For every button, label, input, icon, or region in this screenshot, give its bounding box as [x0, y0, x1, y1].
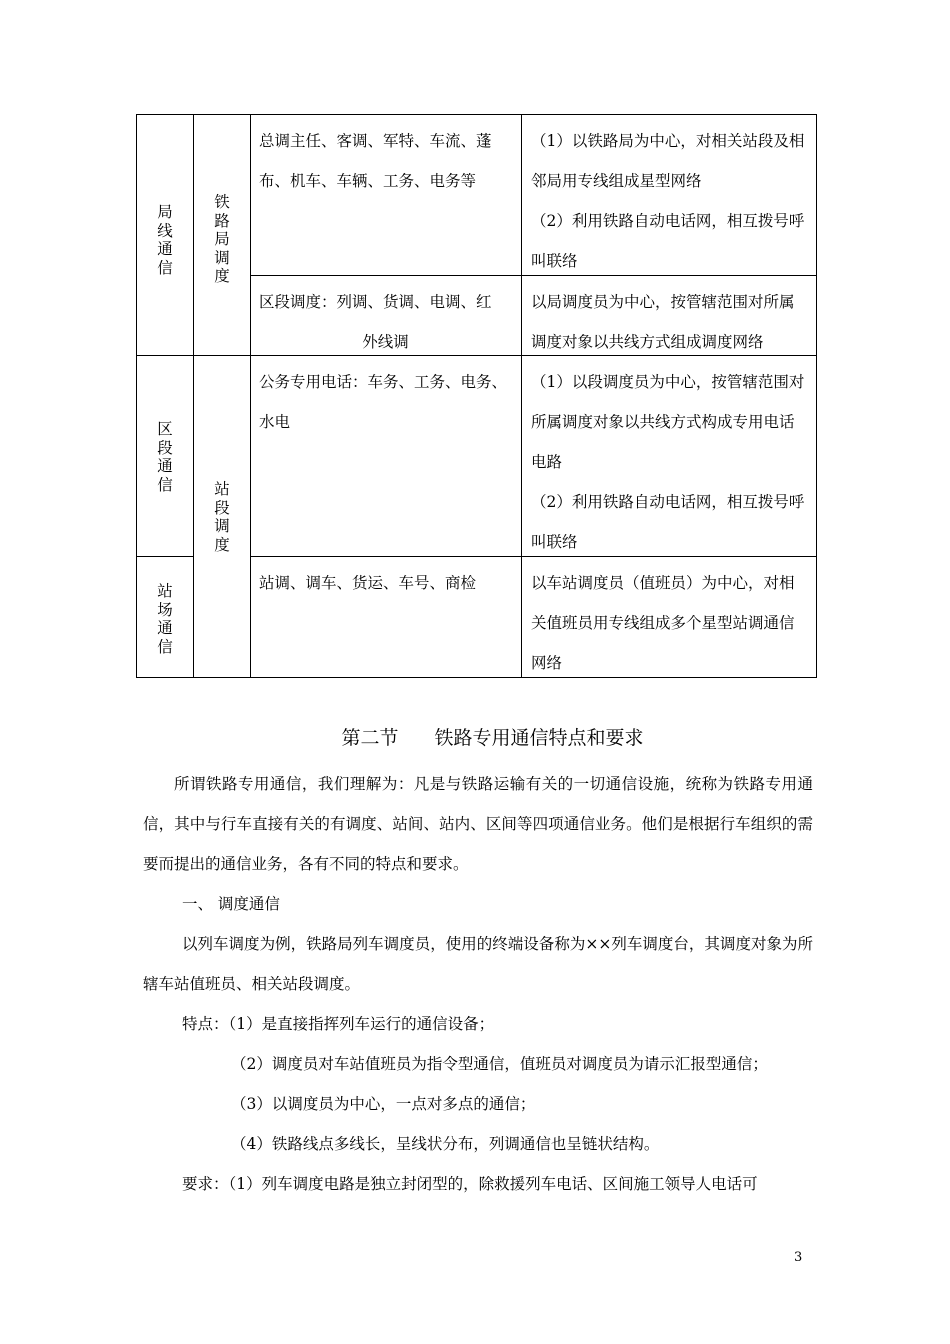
- feature-item: 特点：（1）是直接指挥列车运行的通信设备；: [182, 1015, 495, 1033]
- table-cell-method: （1）以铁路局为中心，对相关站段及相邻局用专线组成星型网络: [531, 132, 805, 190]
- table-cell-method: （2）利用铁路自动电话网，相互拨号呼叫联络: [531, 493, 805, 551]
- requirements-label: 要求：: [182, 1175, 229, 1193]
- table-rule: [250, 114, 251, 678]
- level1-label-bureau: 局线通信: [157, 203, 173, 277]
- example-paragraph: 以列车调度为例，铁路局列车调度员，使用的终端设备称为××列车调度台，其调度对象为所辖车站值班员、相关站段调度。: [143, 935, 813, 993]
- table-cell-method: （2）利用铁路自动电话网，相互拨号呼叫联络: [531, 212, 805, 270]
- level2-label-station-dispatch: 站段调度: [214, 480, 230, 554]
- intro-paragraph: 所谓铁路专用通信，我们理解为：凡是与铁路运输有关的一切通信设施，统称为铁路专用通信，其中与行车直接有关的有调度、站间、站内、区间等四项通信业务。他们是根据行车组织的需要而提出的通信业务，各有不同的特点和要求。: [143, 775, 813, 873]
- section-heading: [0, 718, 950, 758]
- subsection-heading: 一、 调度通信: [182, 895, 280, 913]
- table-cell-objects: 外线调: [362, 333, 409, 351]
- level1-label-station: 站场通信: [157, 582, 173, 656]
- table-cell-objects: 总调主任、客调、军特、车流、蓬布、机车、车辆、工务、电务等: [259, 132, 492, 190]
- section-number: 第二节: [341, 727, 399, 749]
- level1-label-section: 区段通信: [157, 420, 173, 494]
- table-cell-method: （1）以段调度员为中心，按管辖范围对所属调度对象以共线方式构成专用电话电路: [531, 373, 805, 471]
- features-label: 特点：: [182, 1015, 229, 1033]
- table-cell-objects: 区段调度：列调、货调、电调、红: [259, 293, 492, 311]
- feature-item: （4）铁路线点多线长，呈线状分布，列调通信也呈链状结构。: [231, 1135, 660, 1153]
- feature-item: （2）调度员对车站值班员为指令型通信，值班员对调度员为请示汇报型通信；: [231, 1055, 768, 1073]
- table-rule: [136, 556, 194, 557]
- section-title: 铁路专用通信特点和要求: [434, 727, 644, 749]
- table-border-left: [136, 114, 137, 678]
- table-border-top: [136, 114, 817, 115]
- requirement-item: 要求：（1）列车调度电路是独立封闭型的，除救援列车电话、区间施工领导人电话可: [182, 1175, 758, 1193]
- table-rule: [521, 114, 522, 678]
- level2-label-bureau-dispatch: 铁路局调度: [214, 193, 230, 285]
- feature-item: （3）以调度员为中心，一点对多点的通信；: [231, 1095, 536, 1113]
- table-border-right: [816, 114, 817, 678]
- table-cell-method: 以车站调度员（值班员）为中心，对相关值班员用专线组成多个星型站调通信网络: [531, 574, 795, 672]
- table-cell-method: 以局调度员为中心，按管辖范围对所属调度对象以共线方式组成调度网络: [531, 293, 795, 351]
- table-rule: [193, 114, 194, 678]
- page-number: 3: [794, 1250, 803, 1265]
- table-cell-objects: 站调、调车、货运、车号、商检: [259, 574, 477, 592]
- table-cell-objects: 公务专用电话：车务、工务、电务、水电: [259, 373, 508, 431]
